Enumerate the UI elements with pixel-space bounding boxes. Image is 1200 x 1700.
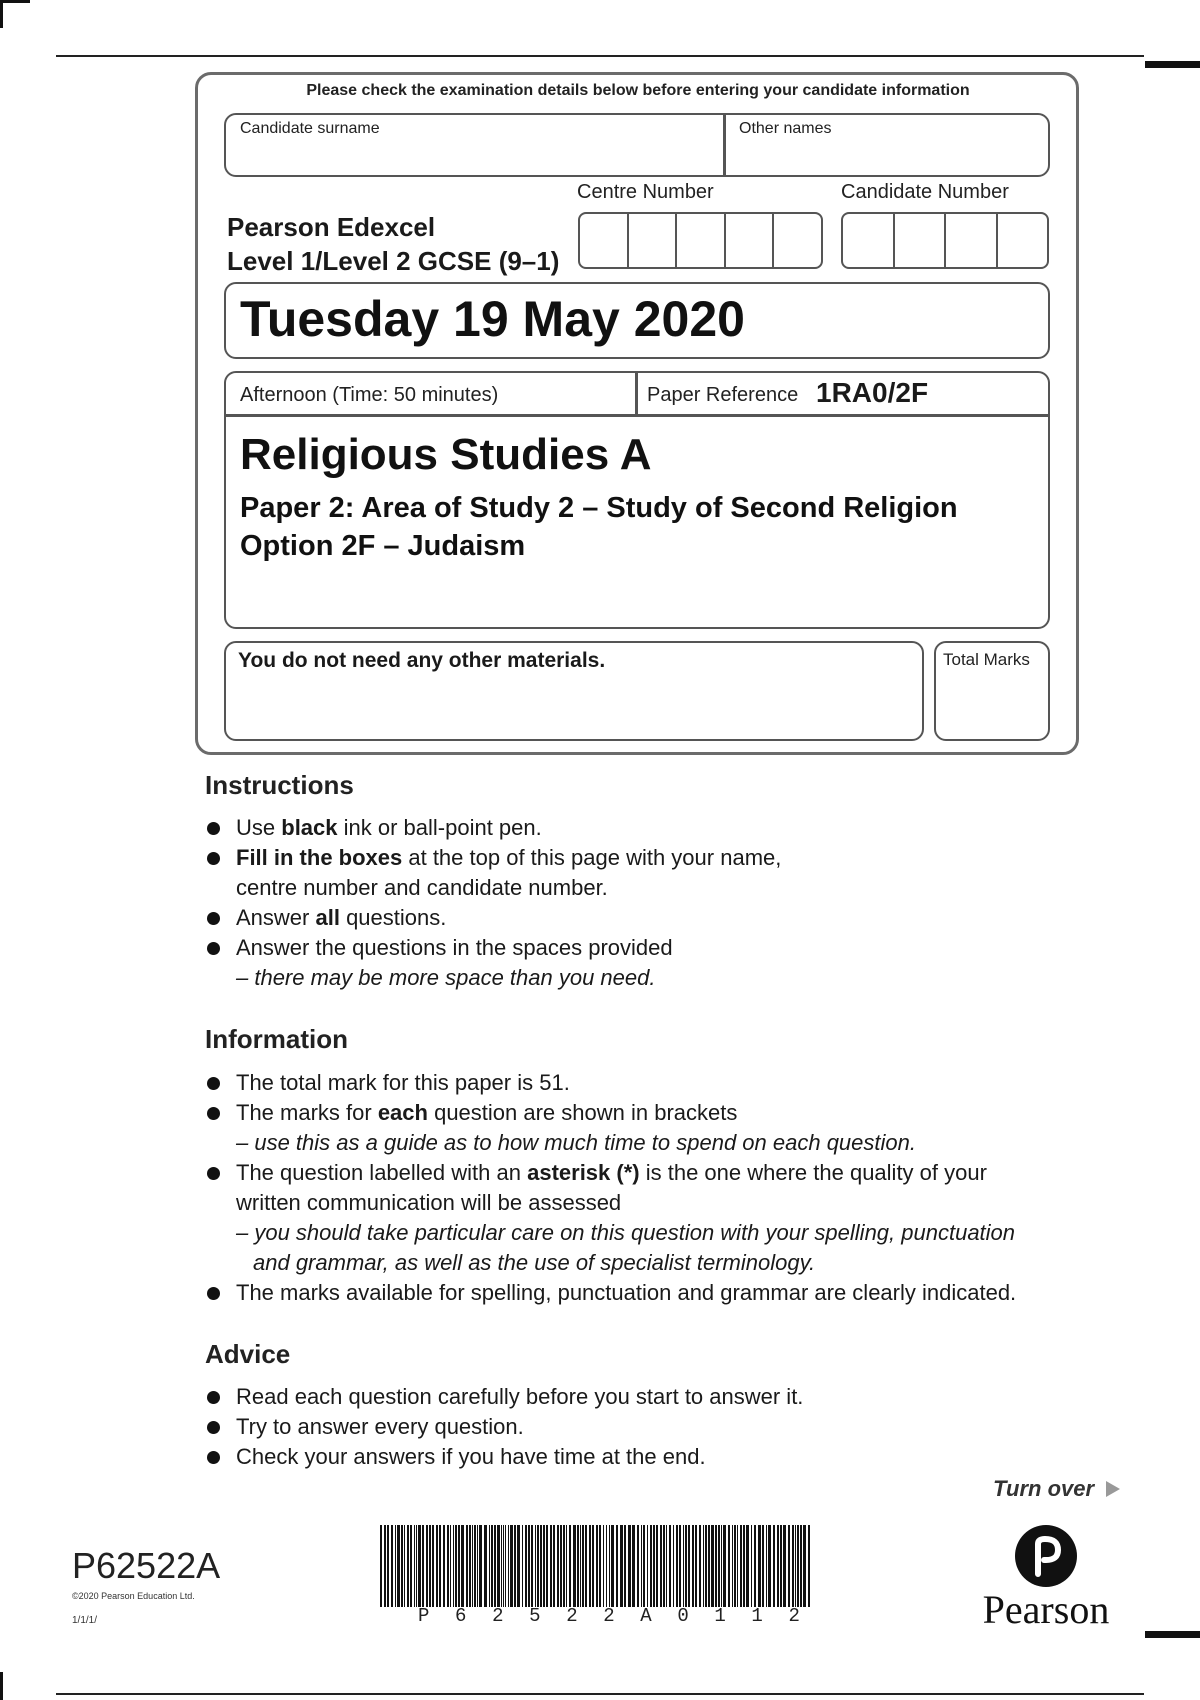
name-divider xyxy=(723,113,726,177)
barcode-bar xyxy=(560,1525,562,1607)
barcode-bar xyxy=(525,1525,527,1607)
session-vertical-divider xyxy=(635,371,638,415)
barcode-bar xyxy=(573,1525,576,1607)
barcode-bar xyxy=(426,1525,428,1607)
barcode-bar xyxy=(650,1525,652,1607)
barcode-bar xyxy=(474,1525,476,1607)
barcode-bar xyxy=(603,1525,604,1607)
barcode-bar xyxy=(461,1525,464,1607)
top-rule xyxy=(56,55,1144,57)
barcode-bar xyxy=(721,1525,722,1607)
barcode-bar xyxy=(563,1525,565,1607)
turn-over-label: Turn over xyxy=(993,1476,1095,1501)
barcode-bar xyxy=(401,1525,403,1607)
item-text: questions. xyxy=(339,905,447,930)
barcode-bar xyxy=(522,1525,523,1607)
item-text: Check your answers if you have time at the end. xyxy=(236,1444,706,1469)
barcode-bar xyxy=(469,1525,471,1607)
barcode-bar xyxy=(514,1525,516,1607)
list-item xyxy=(205,1382,1105,1412)
digit-cell[interactable] xyxy=(629,214,678,267)
barcode-bar xyxy=(743,1525,745,1607)
item-emphasis: asterisk (*) xyxy=(527,1160,640,1185)
information-heading: Information xyxy=(205,1024,348,1054)
item-text: The question labelled with an xyxy=(236,1160,528,1185)
barcode-bar xyxy=(466,1525,468,1607)
list-item xyxy=(205,1442,1105,1472)
barcode-bar xyxy=(528,1525,530,1607)
barcode-bar xyxy=(641,1525,642,1607)
item-text: at the top of this page with your name, xyxy=(402,845,782,870)
item-text: is the one where the quality of your xyxy=(639,1160,987,1185)
barcode-bar xyxy=(637,1525,639,1607)
item-text: ink or ball-point pen. xyxy=(337,815,542,840)
barcode-bar xyxy=(582,1525,584,1607)
barcode-bar xyxy=(510,1525,513,1607)
information-list xyxy=(205,1068,1105,1308)
barcode-bar xyxy=(797,1525,799,1607)
barcode-bar xyxy=(666,1525,667,1607)
barcode-bar xyxy=(673,1525,674,1607)
barcode-bar xyxy=(553,1525,555,1607)
instructions-heading: Instructions xyxy=(205,770,354,800)
barcode-bar xyxy=(477,1525,478,1607)
candidate-number-boxes[interactable] xyxy=(841,212,1049,269)
barcode-bar xyxy=(711,1525,714,1607)
list-item xyxy=(205,1068,1105,1098)
barcode-bar xyxy=(792,1525,794,1607)
item-text: written communication will be assessed xyxy=(236,1190,622,1215)
crop-mark xyxy=(0,0,30,3)
list-item xyxy=(205,1412,1105,1442)
barcode-bar xyxy=(688,1525,690,1607)
turn-over-prompt xyxy=(993,1476,1120,1502)
barcode-bar xyxy=(414,1525,415,1607)
item-text: Try to answer every question. xyxy=(236,1414,524,1439)
barcode-bar xyxy=(546,1525,548,1607)
barcode-bar xyxy=(699,1525,701,1607)
paper-reference-label: Paper Reference xyxy=(647,384,799,406)
item-emphasis: all xyxy=(315,905,340,930)
barcode-bar xyxy=(620,1525,623,1607)
digit-cell[interactable] xyxy=(895,214,947,267)
barcode-bar xyxy=(723,1525,726,1607)
barcode-bar xyxy=(708,1525,710,1607)
barcode-bar xyxy=(762,1525,764,1607)
barcode-bar xyxy=(535,1525,536,1607)
barcode-bar xyxy=(550,1525,552,1607)
bottom-rule xyxy=(56,1693,1144,1695)
barcode-digit: 2 xyxy=(788,1605,800,1627)
barcode-bar xyxy=(508,1525,509,1607)
barcode-bar xyxy=(491,1525,493,1607)
barcode-bar xyxy=(740,1525,742,1607)
candidate-number-label: Candidate Number xyxy=(841,181,1009,203)
barcode-bar xyxy=(577,1525,579,1607)
qualification-level: Level 1/Level 2 GCSE (9–1) xyxy=(227,246,560,276)
barcode-bar xyxy=(455,1525,457,1607)
barcode-bar xyxy=(531,1525,533,1607)
barcode-bar xyxy=(783,1525,786,1607)
barcode-bar xyxy=(505,1525,506,1607)
list-item xyxy=(205,1278,1105,1308)
item-text: The marks available for spelling, punctuation and grammar are clearly indicated. xyxy=(236,1280,1017,1305)
barcode-bar xyxy=(517,1525,520,1607)
barcode-bar xyxy=(422,1525,424,1607)
barcode-bar xyxy=(387,1525,389,1607)
subject-title: Religious Studies A xyxy=(240,430,652,479)
barcode-bar xyxy=(808,1525,810,1607)
print-code: 1/1/1/ xyxy=(72,1615,98,1626)
barcode-bar xyxy=(647,1525,648,1607)
list-item xyxy=(205,813,1105,843)
barcode-bar xyxy=(418,1525,421,1607)
digit-cell[interactable] xyxy=(580,214,629,267)
barcode-bar xyxy=(537,1525,539,1607)
barcode-bar xyxy=(397,1525,400,1607)
crop-mark xyxy=(0,1672,3,1700)
barcode-bar xyxy=(501,1525,502,1607)
advice-list xyxy=(205,1382,1105,1472)
barcode-bar xyxy=(407,1525,409,1607)
barcode-bar xyxy=(609,1525,610,1607)
list-item xyxy=(205,1098,1105,1158)
barcode-bar xyxy=(803,1525,806,1607)
barcode-bar xyxy=(777,1525,779,1607)
barcode-bar xyxy=(416,1525,417,1607)
barcode-bar xyxy=(450,1525,451,1607)
barcode-bar xyxy=(695,1525,697,1607)
barcode-bar xyxy=(616,1525,618,1607)
barcode-bar xyxy=(592,1525,594,1607)
barcode xyxy=(380,1525,816,1607)
barcode-digit: 0 xyxy=(677,1605,689,1627)
barcode-bar xyxy=(447,1525,449,1607)
barcode-digit: 5 xyxy=(529,1605,541,1627)
item-text: question are shown in brackets xyxy=(427,1100,738,1125)
barcode-bar xyxy=(585,1525,587,1607)
barcode-bar xyxy=(494,1525,496,1607)
barcode-bar xyxy=(705,1525,707,1607)
barcode-bar xyxy=(683,1525,684,1607)
barcode-bar xyxy=(624,1525,626,1607)
barcode-bar xyxy=(718,1525,720,1607)
item-text: Answer xyxy=(236,905,316,930)
item-text: centre number and candidate number. xyxy=(236,875,608,900)
barcode-bar xyxy=(589,1525,591,1607)
barcode-bar xyxy=(453,1525,454,1607)
item-text: The total mark for this paper is 51. xyxy=(236,1070,570,1095)
barcode-bar xyxy=(628,1525,631,1607)
barcode-bar xyxy=(766,1525,767,1607)
registration-bar xyxy=(1145,1631,1200,1638)
barcode-bar xyxy=(746,1525,749,1607)
item-text: Use xyxy=(236,815,282,840)
barcode-digit: 2 xyxy=(492,1605,504,1627)
barcode-bar xyxy=(436,1525,438,1607)
list-item xyxy=(205,903,1105,933)
paper-reference: 1RA0/2F xyxy=(816,377,929,408)
barcode-bar xyxy=(758,1525,761,1607)
barcode-digits xyxy=(418,1605,800,1627)
barcode-bar xyxy=(410,1525,412,1607)
item-note: – there may be more space than you need. xyxy=(236,965,656,990)
barcode-bar xyxy=(432,1525,434,1607)
barcode-bar xyxy=(429,1525,431,1607)
barcode-bar xyxy=(439,1525,441,1607)
centre-number-boxes[interactable] xyxy=(578,212,823,269)
candidate-surname-field[interactable]: Candidate surname xyxy=(240,120,380,137)
barcode-bar xyxy=(484,1525,487,1607)
barcode-bar xyxy=(685,1525,687,1607)
barcode-bar xyxy=(653,1525,655,1607)
item-text: Answer the questions in the spaces provided xyxy=(236,935,673,960)
barcode-bar xyxy=(656,1525,658,1607)
barcode-bar xyxy=(599,1525,601,1607)
exam-date: Tuesday 19 May 2020 xyxy=(240,291,745,347)
list-item xyxy=(205,1158,1105,1278)
check-notice: Please check the examination details below before entering your candidate information xyxy=(306,82,970,99)
registration-bar xyxy=(1145,61,1200,68)
list-item xyxy=(205,843,1105,903)
barcode-bar xyxy=(569,1525,571,1607)
instructions-list xyxy=(205,813,1105,993)
item-note: – you should take particular care on this question with your spelling, punctuation xyxy=(236,1220,1016,1245)
barcode-digit: 1 xyxy=(714,1605,726,1627)
barcode-bar xyxy=(660,1525,662,1607)
paper-title: Paper 2: Area of Study 2 – Study of Second Religion xyxy=(240,492,958,524)
barcode-bar xyxy=(596,1525,598,1607)
item-emphasis: black xyxy=(281,815,338,840)
crop-mark xyxy=(0,0,3,28)
advice-heading: Advice xyxy=(205,1339,291,1369)
barcode-bar xyxy=(676,1525,678,1607)
barcode-bar xyxy=(703,1525,704,1607)
barcode-bar xyxy=(751,1525,752,1607)
barcode-bar xyxy=(580,1525,581,1607)
barcode-bar xyxy=(737,1525,738,1607)
barcode-bar xyxy=(497,1525,500,1607)
barcode-bar xyxy=(443,1525,445,1607)
barcode-bar xyxy=(384,1525,386,1607)
barcode-bar xyxy=(632,1525,635,1607)
digit-cell[interactable] xyxy=(774,214,821,267)
digit-cell[interactable] xyxy=(998,214,1048,267)
other-names-field[interactable]: Other names xyxy=(739,120,832,137)
barcode-bar xyxy=(404,1525,405,1607)
barcode-digit: A xyxy=(640,1605,652,1627)
barcode-bar xyxy=(606,1525,607,1607)
item-note: and grammar, as well as the use of specialist terminology. xyxy=(253,1250,816,1275)
digit-cell[interactable] xyxy=(946,214,998,267)
barcode-bar xyxy=(663,1525,665,1607)
total-marks-label: Total Marks xyxy=(943,650,1030,669)
digit-cell[interactable] xyxy=(677,214,726,267)
barcode-bar xyxy=(780,1525,782,1607)
list-item xyxy=(205,933,1105,993)
barcode-bar xyxy=(669,1525,671,1607)
barcode-bar xyxy=(557,1525,559,1607)
centre-number-label: Centre Number xyxy=(577,181,714,203)
barcode-digit: 2 xyxy=(603,1605,615,1627)
item-emphasis: each xyxy=(377,1100,428,1125)
barcode-bar xyxy=(458,1525,460,1607)
item-text: Read each question carefully before you start to answer it. xyxy=(236,1384,804,1409)
barcode-digit: 6 xyxy=(455,1605,467,1627)
item-emphasis: Fill in the boxes xyxy=(236,845,403,870)
item-text: The marks for xyxy=(236,1100,378,1125)
item-note: – use this as a guide as to how much time to spend on each question. xyxy=(236,1130,916,1155)
barcode-bar xyxy=(391,1525,393,1607)
barcode-bar xyxy=(540,1525,542,1607)
copyright-notice: ©2020 Pearson Education Ltd. xyxy=(72,1591,195,1601)
barcode-digit: P xyxy=(418,1605,430,1627)
barcode-bar xyxy=(773,1525,775,1607)
barcode-bar xyxy=(543,1525,545,1607)
barcode-bar xyxy=(734,1525,736,1607)
materials-note: You do not need any other materials. xyxy=(238,649,606,672)
publisher-wordmark: Pearson xyxy=(982,1587,1110,1632)
barcode-bar xyxy=(788,1525,790,1607)
barcode-bar xyxy=(566,1525,567,1607)
barcode-bar xyxy=(732,1525,733,1607)
barcode-bar xyxy=(715,1525,717,1607)
barcode-bar xyxy=(479,1525,482,1607)
barcode-bar xyxy=(395,1525,396,1607)
exam-board: Pearson Edexcel xyxy=(227,212,436,242)
play-triangle-icon xyxy=(1106,1481,1120,1497)
barcode-bar xyxy=(679,1525,681,1607)
barcode-bar xyxy=(643,1525,645,1607)
barcode-bar xyxy=(754,1525,756,1607)
paper-option: Option 2F – Judaism xyxy=(240,530,526,562)
session-time: Afternoon (Time: 50 minutes) xyxy=(240,384,499,406)
barcode-bar xyxy=(472,1525,473,1607)
barcode-bar xyxy=(728,1525,730,1607)
paper-code: P62522A xyxy=(72,1545,221,1586)
barcode-digit: 1 xyxy=(751,1605,763,1627)
digit-cell[interactable] xyxy=(726,214,775,267)
barcode-bar xyxy=(768,1525,771,1607)
barcode-bar xyxy=(692,1525,694,1607)
pearson-p-icon xyxy=(1014,1524,1078,1588)
barcode-bar xyxy=(800,1525,802,1607)
barcode-bar xyxy=(503,1525,504,1607)
barcode-bar xyxy=(489,1525,490,1607)
pearson-logo xyxy=(972,1524,1120,1634)
barcode-bar xyxy=(380,1525,382,1607)
digit-cell[interactable] xyxy=(843,214,895,267)
barcode-bar xyxy=(795,1525,796,1607)
barcode-bar xyxy=(611,1525,614,1607)
barcode-digit: 2 xyxy=(566,1605,578,1627)
